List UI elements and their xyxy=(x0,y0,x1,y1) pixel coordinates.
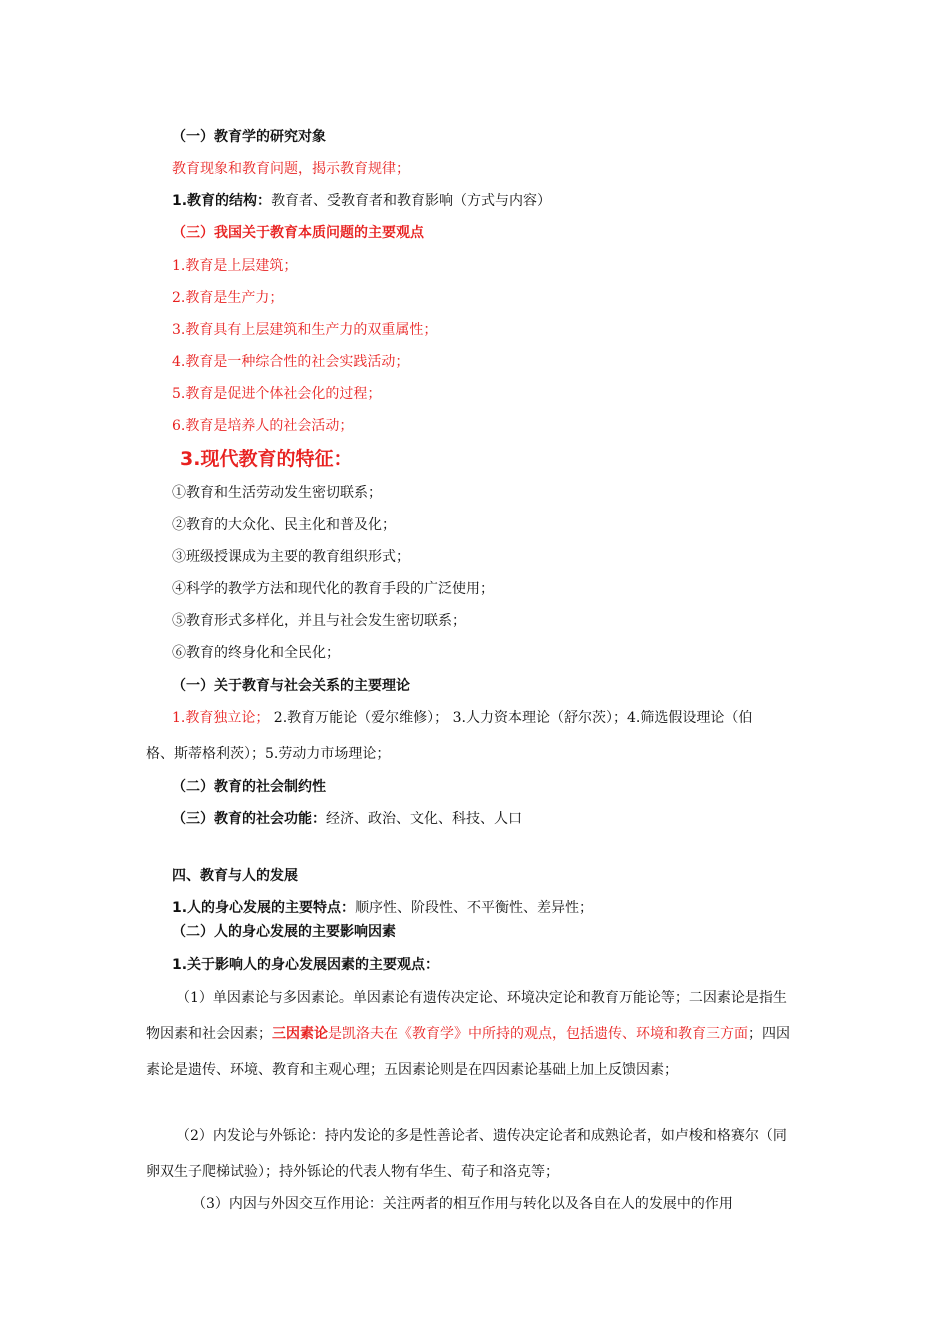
heading-modern-education-features: 3.现代教育的特征： xyxy=(180,448,353,470)
essence-item-4: 4.教育是一种综合性的社会实践活动； xyxy=(172,354,410,370)
theory-independence: 1.教育独立论； xyxy=(172,710,270,726)
term-three-factor: 三因素论 xyxy=(272,1026,328,1042)
heading-research-object: （一）教育学的研究对象 xyxy=(172,129,326,145)
line-theories-list-cont: 格、斯蒂格利茨）；5.劳动力市场理论； xyxy=(146,746,391,762)
feature-item-3: ③班级授课成为主要的教育组织形式； xyxy=(172,549,410,565)
text-four-factor-start: ；四因 xyxy=(748,1026,790,1042)
line-social-functions xyxy=(172,809,522,829)
heading-social-constraints: （二）教育的社会制约性 xyxy=(172,779,326,795)
essence-item-6: 6.教育是培养人的社会活动； xyxy=(172,418,354,434)
line-development-features xyxy=(172,898,593,918)
line-education-structure xyxy=(172,191,551,211)
heading-development-views: 1.关于影响人的身心发展因素的主要观点： xyxy=(172,957,440,973)
label-development-features: 1.人的身心发展的主要特点： xyxy=(172,900,356,916)
essence-item-2: 2.教育是生产力； xyxy=(172,290,284,306)
text-education-structure: 教育者、受教育者和教育影响（方式与内容） xyxy=(271,193,552,209)
feature-item-6: ⑥教育的终身化和全民化； xyxy=(172,645,340,661)
paragraph-1-line-2 xyxy=(146,1024,790,1044)
theory-others: 2.教育万能论（爱尔维修）； 3.人力资本理论（舒尔茨）；4.筛选假设理论（伯 xyxy=(269,710,753,726)
feature-item-5: ⑤教育形式多样化，并且与社会发生密切联系； xyxy=(172,613,466,629)
text-social-functions: 经济、政治、文化、科技、人口 xyxy=(326,811,522,827)
text-development-features: 顺序性、阶段性、不平衡性、差异性； xyxy=(355,900,594,916)
text-two-factor: 物因素和社会因素； xyxy=(146,1026,272,1042)
heading-development-factors: （二）人的身心发展的主要影响因素 xyxy=(172,924,396,940)
feature-item-4: ④科学的教学方法和现代化的教育手段的广泛使用； xyxy=(172,581,494,597)
label-social-functions: （三）教育的社会功能： xyxy=(172,811,326,827)
paragraph-2-line-2: 卵双生子爬梯试验）；持外铄论的代表人物有华生、荀子和洛克等； xyxy=(146,1164,559,1180)
heading-education-essence: （三）我国关于教育本质问题的主要观点 xyxy=(172,225,424,241)
line-research-object-desc: 教育现象和教育问题，揭示教育规律； xyxy=(172,161,410,177)
heading-education-society-theories: （一）关于教育与社会关系的主要理论 xyxy=(172,678,410,694)
paragraph-1-line-3: 素论是遗传、环境、教育和主观心理；五因素论则是在四因素论基础上加上反馈因素； xyxy=(146,1062,678,1078)
essence-item-1: 1.教育是上层建筑； xyxy=(172,258,298,274)
heading-education-human-development: 四、教育与人的发展 xyxy=(172,868,298,884)
paragraph-3-line-1: （3）内因与外因交互作用论：关注两者的相互作用与转化以及各自在人的发展中的作用 xyxy=(192,1196,733,1212)
feature-item-1: ①教育和生活劳动发生密切联系； xyxy=(172,485,382,501)
paragraph-1-line-1: （1）单因素论与多因素论。单因素论有遗传决定论、环境决定论和教育万能论等；二因素论是指生 xyxy=(176,990,787,1006)
essence-item-3: 3.教育具有上层建筑和生产力的双重属性； xyxy=(172,322,438,338)
text-three-factor-desc: 是凯洛夫在《教育学》中所持的观点，包括遗传、环境和教育三方面 xyxy=(328,1026,748,1042)
paragraph-2-line-1: （2）内发论与外铄论：持内发论的多是性善论者、遗传决定论者和成熟论者，如卢梭和格赛尔（同 xyxy=(176,1128,787,1144)
essence-item-5: 5.教育是促进个体社会化的过程； xyxy=(172,386,382,402)
line-theories-list xyxy=(172,708,752,728)
feature-item-2: ②教育的大众化、民主化和普及化； xyxy=(172,517,396,533)
label-education-structure: 1.教育的结构： xyxy=(172,193,272,209)
